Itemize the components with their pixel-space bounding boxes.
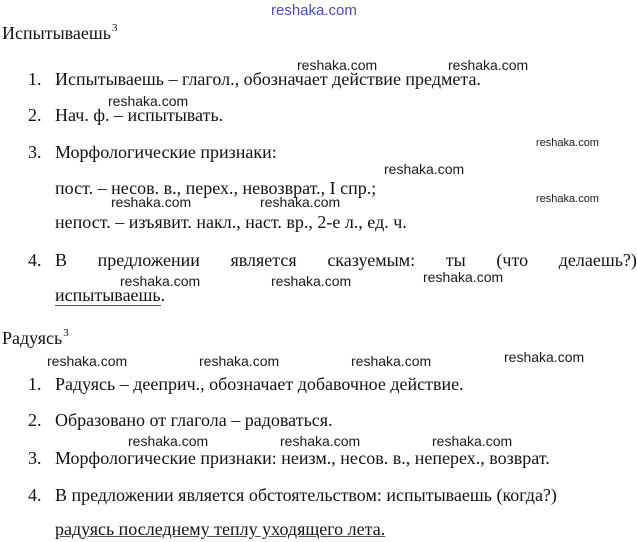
watermark: reshaka.com [280, 433, 361, 449]
watermark: reshaka.com [504, 349, 585, 365]
list-item-text: Нач. ф. – испытывать. [55, 105, 224, 125]
list-item-text: Морфологические признаки: [55, 142, 277, 162]
morph-variable-line: непост. – изъявит. накл., наст. вр., 2-е л., ед. ч. [55, 212, 407, 232]
list-item-continuation [55, 519, 385, 540]
list-number: 4. [28, 250, 42, 270]
list-number: 1. [28, 69, 42, 89]
watermark: reshaka.com [351, 353, 432, 369]
watermark: reshaka.com [384, 161, 465, 177]
list-item-text: В предложении является обстоятельством: испытываешь (когда?) [55, 485, 557, 505]
footnote-marker: 3 [111, 22, 118, 34]
watermark: reshaka.com [108, 93, 189, 109]
watermark: reshaka.com [536, 193, 599, 205]
list-number: 1. [28, 374, 42, 394]
list-number: 3. [28, 448, 42, 468]
period: . [160, 285, 166, 305]
list-item-text: Радуясь – дееприч., обозначает добавочное действие. [55, 374, 464, 394]
watermark: reshaka.com [128, 433, 209, 449]
watermark: reshaka.com [120, 273, 201, 289]
watermark: reshaka.com [199, 353, 280, 369]
list-number: 4. [28, 485, 42, 505]
word: является [230, 250, 297, 270]
watermark: reshaka.com [47, 353, 128, 369]
list-number: 2. [28, 410, 42, 430]
section-title-1 [2, 22, 117, 44]
underlined-predicate: испытываешь [55, 285, 161, 305]
underlined-adverbial: радуясь последнему теплу уходящего лета. [55, 519, 386, 539]
watermark: reshaka.com [448, 57, 529, 73]
word: ты [445, 250, 466, 270]
list-item-text: Морфологические признаки: неизм., несов. в., неперех., возврат. [55, 448, 550, 468]
section-title-2-text: Радуясь [2, 328, 63, 348]
word: сказуемым: [327, 250, 416, 270]
word: делаешь?) [558, 250, 637, 270]
watermark: reshaka.com [271, 273, 352, 289]
watermark: reshaka.com [260, 194, 341, 210]
watermark-top: reshaka.com [271, 2, 357, 19]
morph-constant-line: пост. – несов. в., перех., невозврат., I спр.; [55, 178, 377, 198]
word: (что [496, 250, 529, 270]
watermark: reshaka.com [297, 57, 378, 73]
section-title-1-text: Испытываешь [2, 23, 111, 43]
list-item-text: Образовано от глагола – радоваться. [55, 410, 333, 430]
section-title-2 [2, 327, 69, 349]
list-number: 2. [28, 105, 42, 125]
list-item-text: Испытываешь – глагол., обозначает действие предмета. [55, 69, 481, 89]
footnote-marker: 3 [63, 327, 69, 339]
word: предложении [97, 250, 200, 270]
watermark: reshaka.com [423, 269, 504, 285]
watermark: reshaka.com [432, 433, 513, 449]
list-number: 3. [28, 142, 42, 162]
watermark: reshaka.com [536, 137, 599, 149]
list-item-text-justified [55, 250, 637, 271]
word: В [55, 250, 68, 270]
watermark: reshaka.com [111, 194, 192, 210]
